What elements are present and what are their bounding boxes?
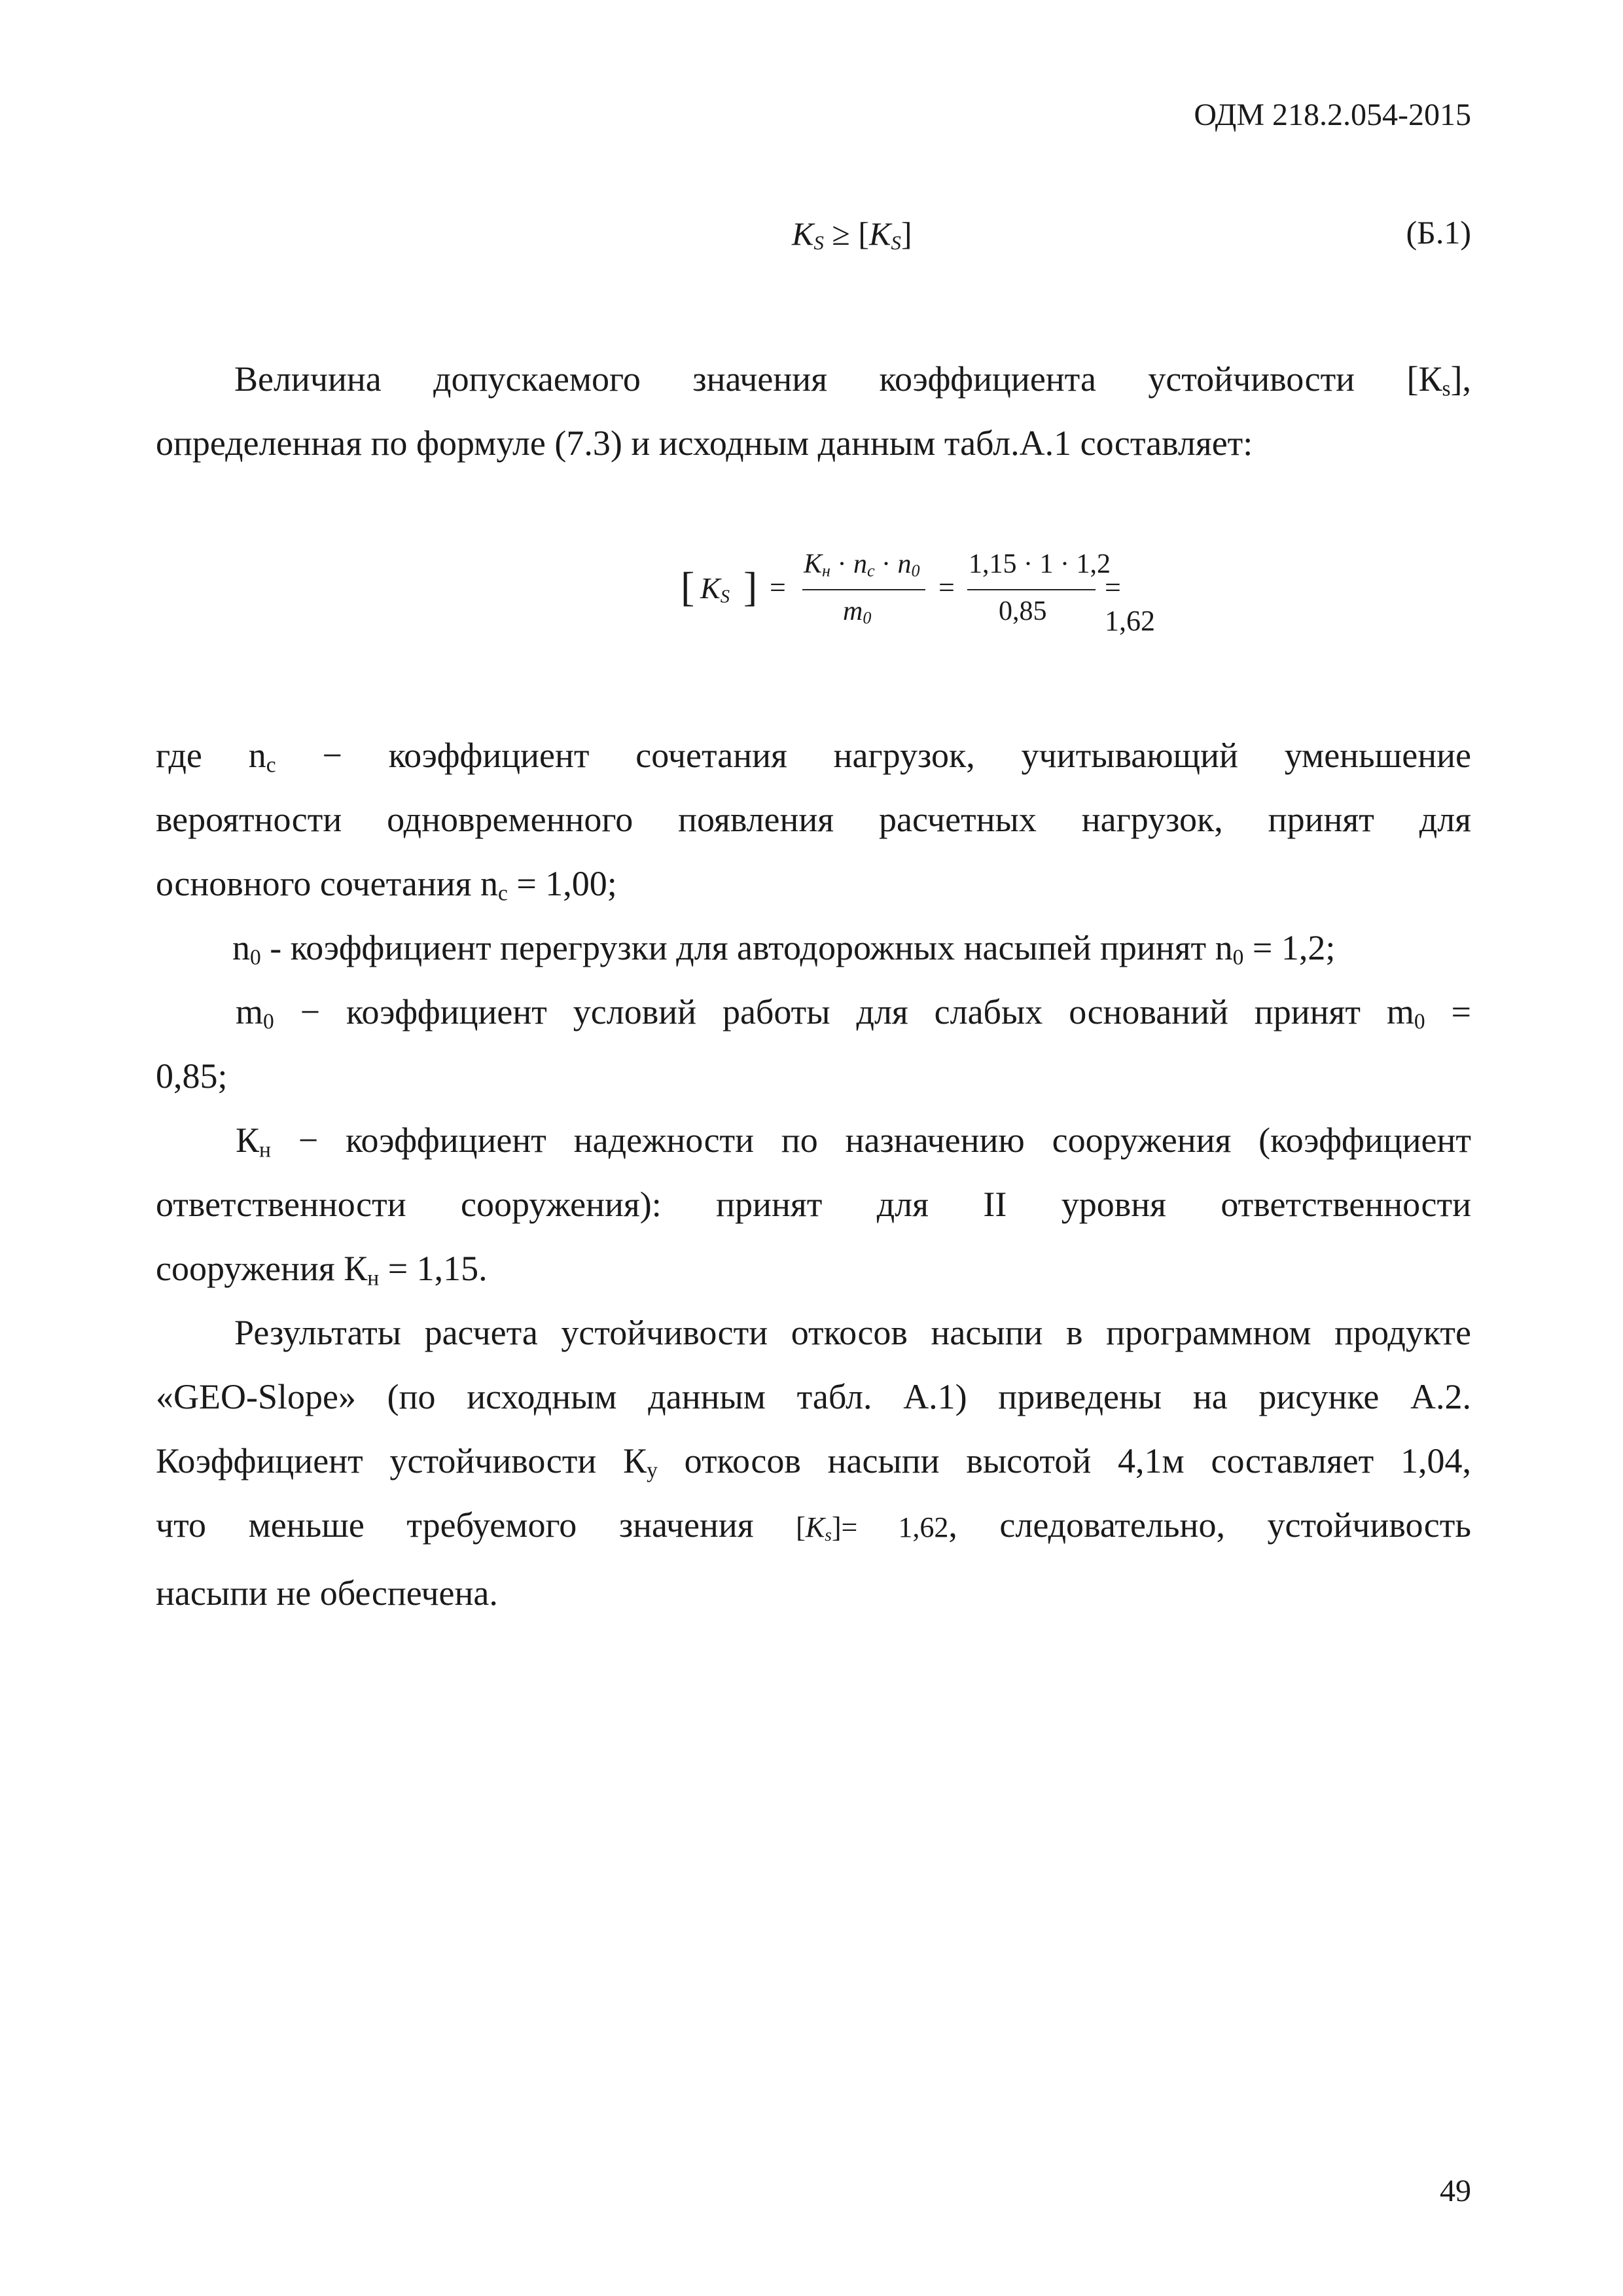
definition-m0-line2: 0,85; bbox=[156, 1056, 228, 1096]
results-line1: Результаты расчета устойчивости откосов насыпи в программном продукте bbox=[234, 1313, 1471, 1352]
results-line4: что меньше требуемого значения $[K_s]= 1,62$, следовательно, устойчивость bbox=[156, 1505, 1471, 1545]
paragraph-intro-line2: определенная по формуле (7.3) и исходным данным табл.А.1 составляет: bbox=[156, 423, 1253, 463]
formula-numeric-denominator: 0,85 bbox=[999, 596, 1047, 626]
definition-nc-line3: основного сочетания $n_c = 1,00$; bbox=[156, 864, 617, 906]
definition-nc-line2: вероятности одновременного появления расчетных нагрузок, принят для bbox=[156, 800, 1471, 839]
paragraph-intro-line1: Величина допускаемого значения коэффициента устойчивости $[К_s]$, bbox=[234, 359, 1471, 401]
allowable-stability-formula: [ $K_S$ ] = $K_н \cdot n_c \cdot n_0$ $m_0$ = 1,15 · 1 · 1,2 0,85 = 1,62 bbox=[681, 543, 1178, 648]
definition-m0-line1: $m_0$ − коэффициент условий работы для слабых оснований принят $m_0$ = bbox=[236, 992, 1471, 1034]
formula-symbolic-numerator: $K_н \cdot n_c \cdot n_0$ bbox=[804, 549, 920, 581]
equation-b1: $K_S \ge [K_S]$ bbox=[792, 215, 912, 254]
formula-numeric-numerator: 1,15 · 1 · 1,2 bbox=[969, 549, 1111, 579]
results-line2: «GEO-Slope» (по исходным данным табл. А.1) приведены на рисунке А.2. bbox=[156, 1377, 1471, 1416]
definition-kn-line3: сооружения $К_н = 1,15$. bbox=[156, 1249, 488, 1291]
definition-kn-line2: ответственности сооружения): принят для II уровня ответственности bbox=[156, 1185, 1471, 1224]
results-line5: насыпи не обеспечена. bbox=[156, 1573, 498, 1613]
document-code: ОДМ 218.2.054-2015 bbox=[1194, 98, 1471, 132]
definition-nc-line1: где $n_c$ − коэффициент сочетания нагрузок, учитывающий уменьшение bbox=[156, 736, 1472, 778]
definition-kn-line1: $К_н$ − коэффициент надежности по назначению сооружения (коэффициент bbox=[236, 1121, 1471, 1162]
results-line3: Коэффициент устойчивости $К_у$ откосов насыпи высотой 4,1м составляет 1,04, bbox=[156, 1441, 1471, 1483]
equation-number: (Б.1) bbox=[1406, 214, 1471, 251]
formula-result: = 1,62 bbox=[1105, 571, 1155, 637]
page-number: 49 bbox=[1440, 2174, 1471, 2208]
definition-n0: $n_0$ - коэффициент перегрузки для автодорожных насыпей принят $n_0 = 1,2$; bbox=[232, 928, 1336, 970]
formula-symbolic-denominator: $m_0$ bbox=[843, 596, 872, 628]
